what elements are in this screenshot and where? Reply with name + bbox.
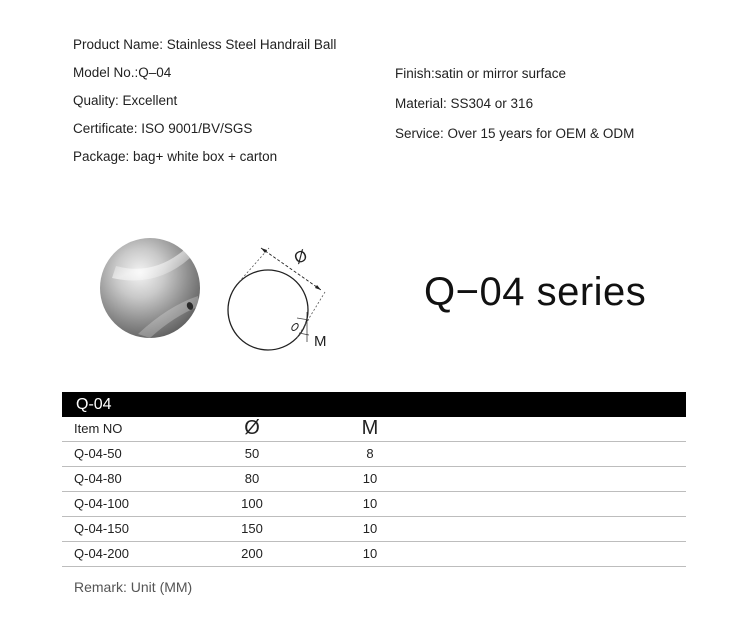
spec-certificate: Certificate: ISO 9001/BV/SGS [73,121,253,136]
diameter-symbol-icon: Ø [291,247,311,268]
table-title: Q-04 [62,392,686,417]
cell-item-no: Q-04-50 [74,446,122,461]
table-row: Q-04-50 50 8 [62,442,686,467]
hole-label: M [314,333,327,350]
cell-item-no: Q-04-200 [74,546,129,561]
cell-item-no: Q-04-150 [74,521,129,536]
table-row: Q-04-80 80 10 [62,467,686,492]
size-table [62,392,686,567]
spec-package: Package: bag+ white box + carton [73,149,278,164]
spec-finish: Finish:satin or mirror surface [395,66,567,81]
steel-ball-image [98,236,202,340]
spec-product-name: Product Name: Stainless Steel Handrail Ball [73,37,337,52]
spec-material: Material: SS304 or 316 [395,96,534,111]
header-item-no: Item NO [74,421,123,436]
table-header-row: Item NO Ø M [62,417,686,442]
spec-service: Service: Over 15 years for OEM & ODM [395,126,635,141]
remark-text: Remark: Unit (MM) [74,579,193,595]
table-row: Q-04-150 150 10 [62,517,686,542]
table-row: Q-04-100 100 10 [62,492,686,517]
series-title: Q−04 series [424,270,647,314]
table-row: Q-04-200 200 10 [62,542,686,567]
cell-item-no: Q-04-80 [74,471,122,486]
cell-item-no: Q-04-100 [74,496,129,511]
spec-quality: Quality: Excellent [73,93,178,108]
spec-model-no: Model No.:Q–04 [73,65,172,80]
